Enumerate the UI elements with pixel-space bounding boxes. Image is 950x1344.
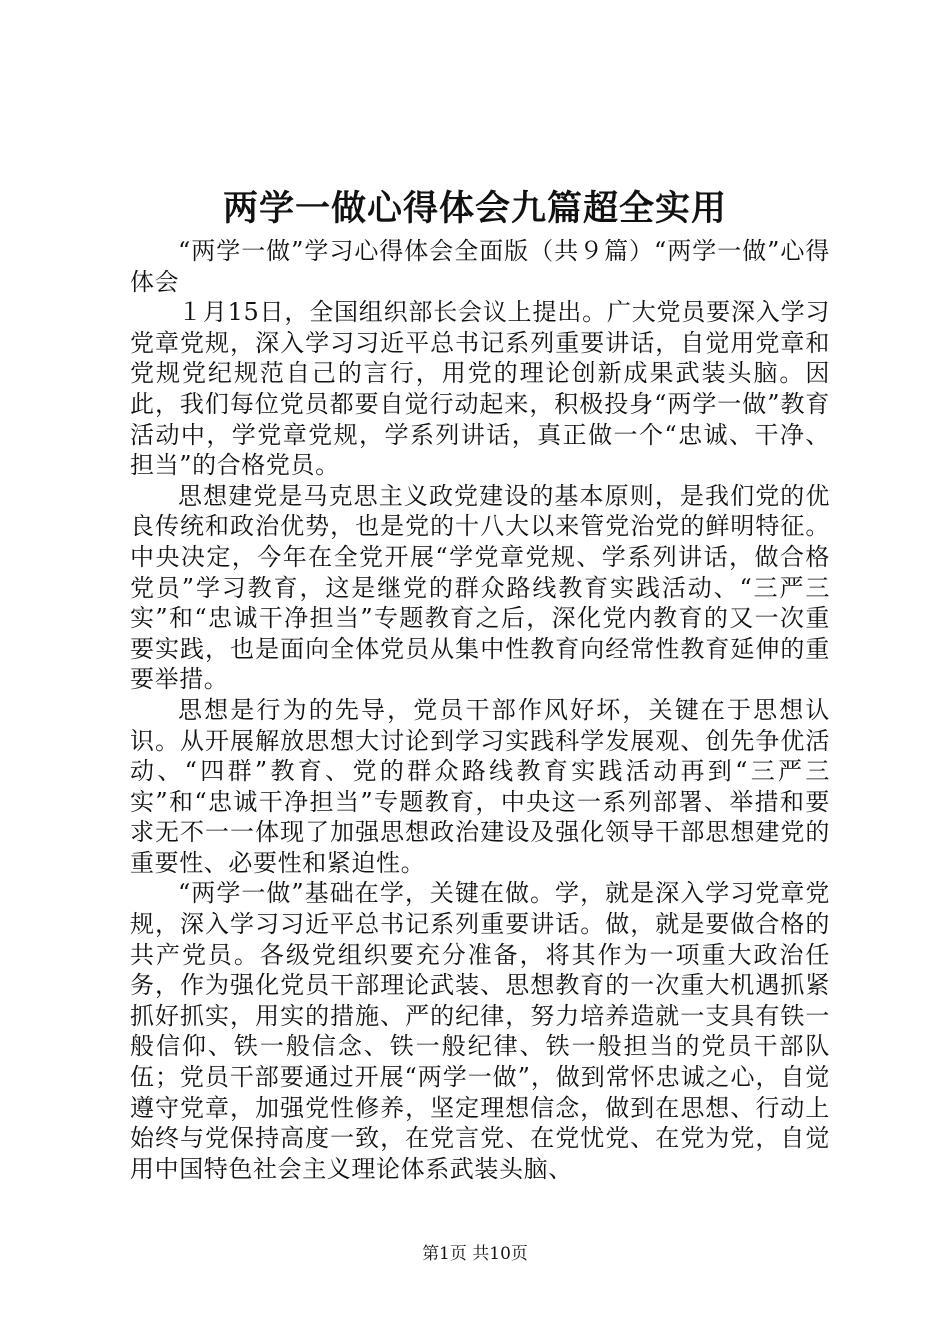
paragraph-2: 思想建党是马克思主义政党建设的基本原则，是我们党的优良传统和政治优势，也是党的十八大以来管党治党的鲜明特征。中央决定，今年在全党开展“学党章党规、学系列讲话，做合格党员”学习教育，这是继党的群众路线教育实践活动、“三严三实”和“忠诚干净担当”专题教育之后，深化党内教育的又一次重要实践，也是面向全体党员从集中性教育向经常性教育延伸的重要举措。 <box>130 481 830 694</box>
paragraph-subtitle: “两学一做”学习心得体会全面版（共９篇）“两学一做”心得体会 <box>130 237 830 296</box>
page-number-footer: 第1页 共10页 <box>422 1244 528 1264</box>
document-title: 两学一做心得体会九篇超全实用 <box>222 188 727 229</box>
paragraph-1: １月15日，全国组织部长会议上提出。广大党员要深入学习党章党规，深入学习习近平总书记系列重要讲话，自觉用党章和党规党纪规范自己的言行，用党的理论创新成果武装头脑。因此，我们每位党员都要自觉行动起来，积极投身“两学一做”教育活动中，学党章党规，学系列讲话，真正做一个“忠诚、干净、担当”的合格党员。 <box>130 298 830 480</box>
paragraph-4: “两学一做”基础在学，关键在做。学，就是深入学习党章党规，深入学习习近平总书记系列重要讲话。做，就是要做合格的共产党员。各级党组织要充分准备，将其作为一项重大政治任务，作为强化党员干部理论武装、思想教育的一次重大机遇抓紧抓好抓实，用实的措施、严的纪律，努力培养造就一支具有铁一般信仰、铁一般信念、铁一般纪律、铁一般担当的党员干部队伍；党员干部要通过开展“两学一做”，做到常怀忠诚之心，自觉遵守党章，加强党性修养，坚定理想信念，做到在思想、行动上始终与党保持高度一致，在党言党、在党忧党、在党为党，自觉用中国特色社会主义理论体系武装头脑、 <box>130 879 830 1183</box>
document-body <box>130 236 830 1184</box>
paragraph-3: 思想是行为的先导，党员干部作风好坏，关键在于思想认识。从开展解放思想大讨论到学习实践科学发展观、创先争优活动、“四群”教育、党的群众路线教育实践活动再到“三严三实”和“忠诚干净担当”专题教育，中央这一系列部署、举措和要求无不一一体现了加强思想政治建设及强化领导干部思想建党的重要性、必要性和紧迫性。 <box>130 695 830 877</box>
